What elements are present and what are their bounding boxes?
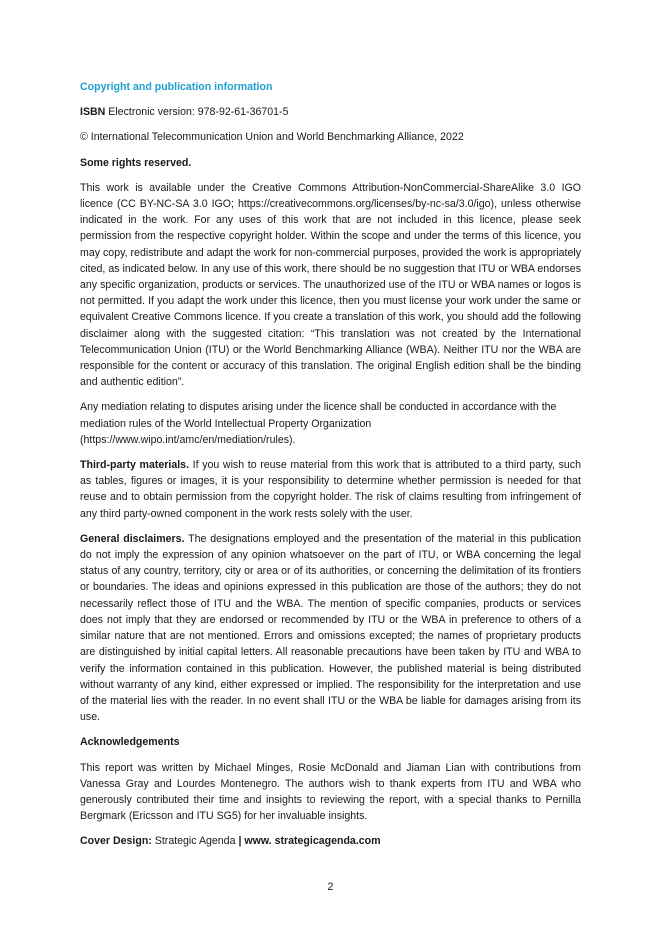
section-title: Copyright and publication information bbox=[80, 81, 273, 93]
isbn-text: Electronic version: 978-92-61-36701-5 bbox=[108, 106, 289, 119]
cover-design-separator: | bbox=[238, 835, 242, 848]
rights-reserved-text: Some rights reserved. bbox=[80, 156, 192, 169]
cover-design-line bbox=[80, 833, 581, 849]
acknowledgements-heading bbox=[80, 734, 581, 750]
acknowledgements-paragraph: This report was written by Michael Minges, Rosie McDonald and Jiaman Lian with contributions from Vanessa Gray and Lourdes Montenegro. The authors wish to thank experts from ITU and WBA who generously contributed their time and insights to reviewing the report, with a special thanks to Pernilla Bergmark (Ericsson and ITU SG5) for her invaluable insights. bbox=[80, 761, 581, 823]
page-number: 2 bbox=[327, 881, 334, 893]
rights-reserved bbox=[80, 155, 581, 171]
cover-design-label: Cover Design: bbox=[80, 835, 152, 848]
cover-design-name: Strategic Agenda bbox=[154, 835, 236, 848]
third-party-text: If you wish to reuse material from this work that is attributed to a third party, such as tables, figures or images, it is your responsibility to determine whether permission is needed for that reuse and to obtain permission from the copyright holder. The risk of claims resulting from infringement of any third party-owned component in the work rests solely with the user. bbox=[80, 459, 581, 520]
isbn-label: ISBN bbox=[80, 106, 106, 119]
acknowledgements-heading-text: Acknowledgements bbox=[80, 736, 180, 749]
document-page bbox=[80, 79, 581, 859]
third-party-paragraph bbox=[80, 457, 581, 522]
copyright-line: © International Telecommunication Union and World Benchmarking Alliance, 2022 bbox=[80, 131, 464, 144]
general-disclaimers-text: The designations employed and the presentation of the material in this publication do not imply the expression of any opinion whatsoever on the part of ITU, or WBA concerning the legal status of any country, territory, city or area or of its authorities, or concerning the delimitation of its frontiers or boundaries. The ideas and opinions expressed in this publication are those of the authors; they do not necessarily reflect those of ITU and the WBA. The mention of specific companies, products or services does not imply that they are endorsed or recommended by ITU or the WBA in preference to others of a similar nature that are not mentioned. Errors and omissions excepted; the names of proprietary products are distinguished by initial capital letters. All reasonable precautions have been taken by ITU and WBA to verify the information contained in this publication. However, the published material is being distributed without warranty of any kind, either expressed or implied. The responsibility for the interpretation and use of the material lies with the reader. In no event shall ITU or the WBA be liable for damages arising from its use. bbox=[80, 532, 581, 724]
cover-design-website: www. strategicagenda.com bbox=[244, 835, 381, 848]
third-party-label: Third-party materials. bbox=[80, 459, 190, 472]
general-disclaimers-paragraph bbox=[80, 531, 581, 725]
general-disclaimers-label: General disclaimers. bbox=[80, 532, 185, 545]
licence-paragraph: This work is available under the Creative Commons Attribution-NonCommercial-ShareAlike 3.0 IGO licence (CC BY-NC-SA 3.0 IGO; https://creativecommons.org/licenses/by-nc-sa/3.0/igo), unless otherwise indicated in the work. For any uses of this work that are not included in this licence, please seek permission from the respective copyright holder. Within the scope and under the terms of this licence, you may copy, redistribute and adapt the work for non-commercial purposes, provided the work is appropriately cited, as indicated below. In any use of this work, there should be no suggestion that ITU or WBA endorses any specific organization, products or services. The unauthorized use of the ITU or WBA names or logos is not permitted. If you adapt the work under this licence, then you must license your work under the same or equivalent Creative Commons licence. If you create a translation of this work, you should add the following disclaimer along with the suggested citation: “This translation was not created by the International Telecommunication Union (ITU) or the World Benchmarking Alliance (WBA). Neither ITU nor the WBA are responsible for the content or accuracy of this translation. The original English edition shall be the binding and authentic edition”. bbox=[80, 181, 581, 389]
mediation-paragraph: Any mediation relating to disputes arising under the licence shall be conducted in accordance with the mediation rules of the World Intellectual Property Organization (https://www.wipo.int/amc/en/mediation/rules). bbox=[80, 401, 557, 446]
isbn-line bbox=[80, 104, 581, 120]
